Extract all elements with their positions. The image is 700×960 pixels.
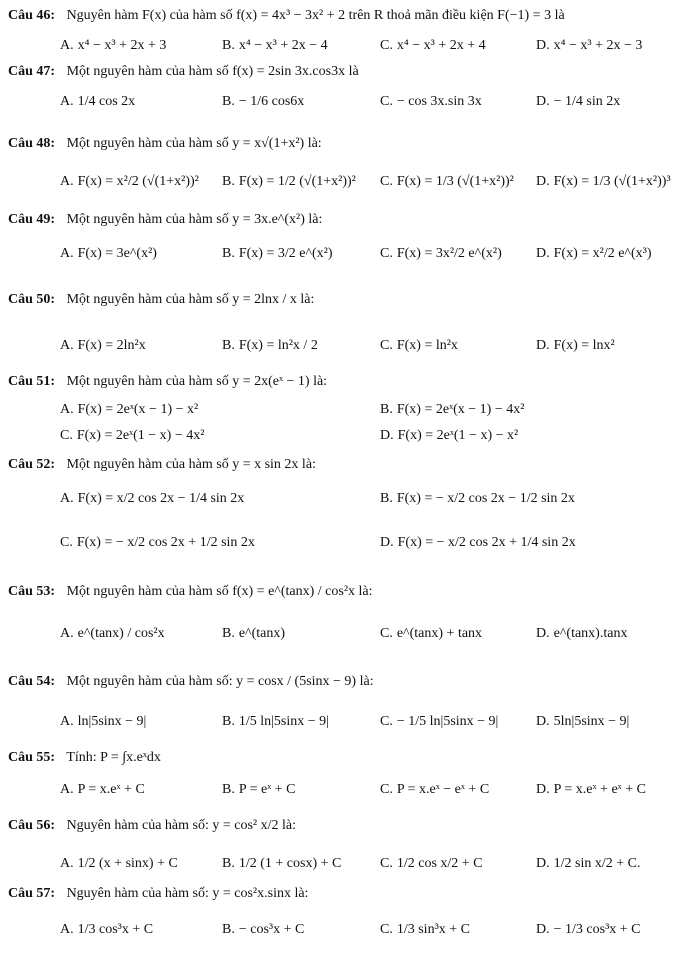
question-number: Câu 48: (8, 136, 56, 151)
question-text: Một nguyên hàm của hàm số y = 2x(eˣ − 1) là: (66, 374, 328, 389)
option-a[interactable]: A. F(x) = 2ln²x (60, 338, 146, 353)
question-stem (8, 455, 316, 475)
question-stem (8, 210, 322, 230)
question-text: Một nguyên hàm của hàm số y = 2lnx / x là: (66, 292, 315, 307)
question-number: Câu 56: (8, 818, 56, 833)
question-stem (8, 62, 359, 82)
question-stem (8, 884, 308, 904)
question-stem (8, 672, 374, 692)
question-stem (8, 816, 296, 836)
option-a[interactable]: A. ln|5sinx − 9| (60, 714, 147, 729)
option-a[interactable]: A. F(x) = 3e^(x²) (60, 246, 157, 261)
question-text: Một nguyên hàm của hàm số: y = cosx / (5sinx − 9) là: (66, 674, 374, 689)
option-d[interactable]: D. 5ln|5sinx − 9| (536, 714, 630, 729)
question-number: Câu 51: (8, 374, 56, 389)
question-number: Câu 50: (8, 292, 56, 307)
question-stem (8, 582, 373, 602)
question-number: Câu 54: (8, 674, 56, 689)
option-d[interactable]: D. F(x) = 1/3 (√(1+x²))³ (536, 174, 671, 189)
question-stem (8, 134, 322, 154)
option-c[interactable]: C. 1/2 cos x/2 + C (380, 856, 483, 871)
option-d[interactable]: D. F(x) = lnx² (536, 338, 615, 353)
question-text: Tính: P = ∫x.eˣdx (66, 750, 161, 765)
question-text: Nguyên hàm của hàm số: y = cos² x/2 là: (66, 818, 296, 833)
option-c[interactable]: C. 1/3 sin³x + C (380, 922, 471, 937)
question-number: Câu 57: (8, 886, 56, 901)
option-d[interactable]: D. F(x) = − x/2 cos 2x + 1/4 sin 2x (380, 535, 576, 550)
option-c[interactable]: C. F(x) = 2eˣ(1 − x) − 4x² (60, 428, 205, 443)
option-a[interactable]: A. F(x) = 2eˣ(x − 1) − x² (60, 402, 199, 417)
question-text: Nguyên hàm của hàm số: y = cos²x.sinx là: (66, 886, 309, 901)
option-c[interactable]: C. e^(tanx) + tanx (380, 626, 483, 641)
question-stem (8, 748, 161, 768)
option-a[interactable]: A. 1/4 cos 2x (60, 94, 136, 109)
option-a[interactable]: A. e^(tanx) / cos²x (60, 626, 165, 641)
option-b[interactable]: B. F(x) = 3/2 e^(x²) (222, 246, 333, 261)
question-number: Câu 55: (8, 750, 56, 765)
question-text: Một nguyên hàm của hàm số y = 3x.e^(x²) là: (66, 212, 323, 227)
option-a[interactable]: A. F(x) = x/2 cos 2x − 1/4 sin 2x (60, 491, 245, 506)
option-a[interactable]: A. P = x.eˣ + C (60, 782, 145, 797)
question-stem (8, 372, 327, 392)
option-c[interactable]: C. F(x) = − x/2 cos 2x + 1/2 sin 2x (60, 535, 255, 550)
question-number: Câu 46: (8, 8, 56, 23)
option-d[interactable]: D. − 1/3 cos³x + C (536, 922, 641, 937)
option-c[interactable]: C. F(x) = 1/3 (√(1+x²))² (380, 174, 514, 189)
option-b[interactable]: B. 1/5 ln|5sinx − 9| (222, 714, 329, 729)
option-b[interactable]: B. F(x) = 2eˣ(x − 1) − 4x² (380, 402, 525, 417)
question-number: Câu 49: (8, 212, 56, 227)
question-text: Một nguyên hàm của hàm số y = x√(1+x²) là: (66, 136, 322, 151)
option-c[interactable]: C. F(x) = 3x²/2 e^(x²) (380, 246, 502, 261)
option-a[interactable]: A. F(x) = x²/2 (√(1+x²))² (60, 174, 199, 189)
option-b[interactable]: B. F(x) = 1/2 (√(1+x²))² (222, 174, 356, 189)
option-d[interactable]: D. e^(tanx).tanx (536, 626, 628, 641)
option-b[interactable]: B. e^(tanx) (222, 626, 286, 641)
question-text: Một nguyên hàm của hàm số y = x sin 2x là: (66, 457, 316, 472)
option-b[interactable]: B. P = eˣ + C (222, 782, 296, 797)
option-d[interactable]: D. x⁴ − x³ + 2x − 3 (536, 38, 643, 53)
question-number: Câu 47: (8, 64, 56, 79)
question-stem (8, 6, 565, 26)
question-text: Một nguyên hàm của hàm số f(x) = e^(tanx) / cos²x là: (66, 584, 373, 599)
option-d[interactable]: D. F(x) = x²/2 e^(x³) (536, 246, 652, 261)
option-b[interactable]: B. F(x) = ln²x / 2 (222, 338, 318, 353)
option-b[interactable]: B. F(x) = − x/2 cos 2x − 1/2 sin 2x (380, 491, 575, 506)
option-c[interactable]: C. − 1/5 ln|5sinx − 9| (380, 714, 499, 729)
option-b[interactable]: B. − 1/6 cos6x (222, 94, 305, 109)
option-c[interactable]: C. F(x) = ln²x (380, 338, 458, 353)
option-b[interactable]: B. 1/2 (1 + cosx) + C (222, 856, 342, 871)
option-b[interactable]: B. x⁴ − x³ + 2x − 4 (222, 38, 328, 53)
question-number: Câu 53: (8, 584, 56, 599)
option-c[interactable]: C. − cos 3x.sin 3x (380, 94, 482, 109)
option-a[interactable]: A. 1/3 cos³x + C (60, 922, 154, 937)
question-number: Câu 52: (8, 457, 56, 472)
option-d[interactable]: D. 1/2 sin x/2 + C. (536, 856, 641, 871)
option-b[interactable]: B. − cos³x + C (222, 922, 305, 937)
option-a[interactable]: A. x⁴ − x³ + 2x + 3 (60, 38, 167, 53)
option-a[interactable]: A. 1/2 (x + sinx) + C (60, 856, 178, 871)
option-d[interactable]: D. F(x) = 2eˣ(1 − x) − x² (380, 428, 519, 443)
question-text: Một nguyên hàm của hàm số f(x) = 2sin 3x.cos3x là (66, 64, 359, 79)
option-d[interactable]: D. − 1/4 sin 2x (536, 94, 621, 109)
question-stem (8, 290, 314, 310)
option-c[interactable]: C. x⁴ − x³ + 2x + 4 (380, 38, 486, 53)
question-text: Nguyên hàm F(x) của hàm số f(x) = 4x³ − 3x² + 2 trên R thoả mãn điều kiện F(−1) = 3 là (66, 8, 565, 23)
option-d[interactable]: D. P = x.eˣ + eˣ + C (536, 782, 646, 797)
option-c[interactable]: C. P = x.eˣ − eˣ + C (380, 782, 490, 797)
